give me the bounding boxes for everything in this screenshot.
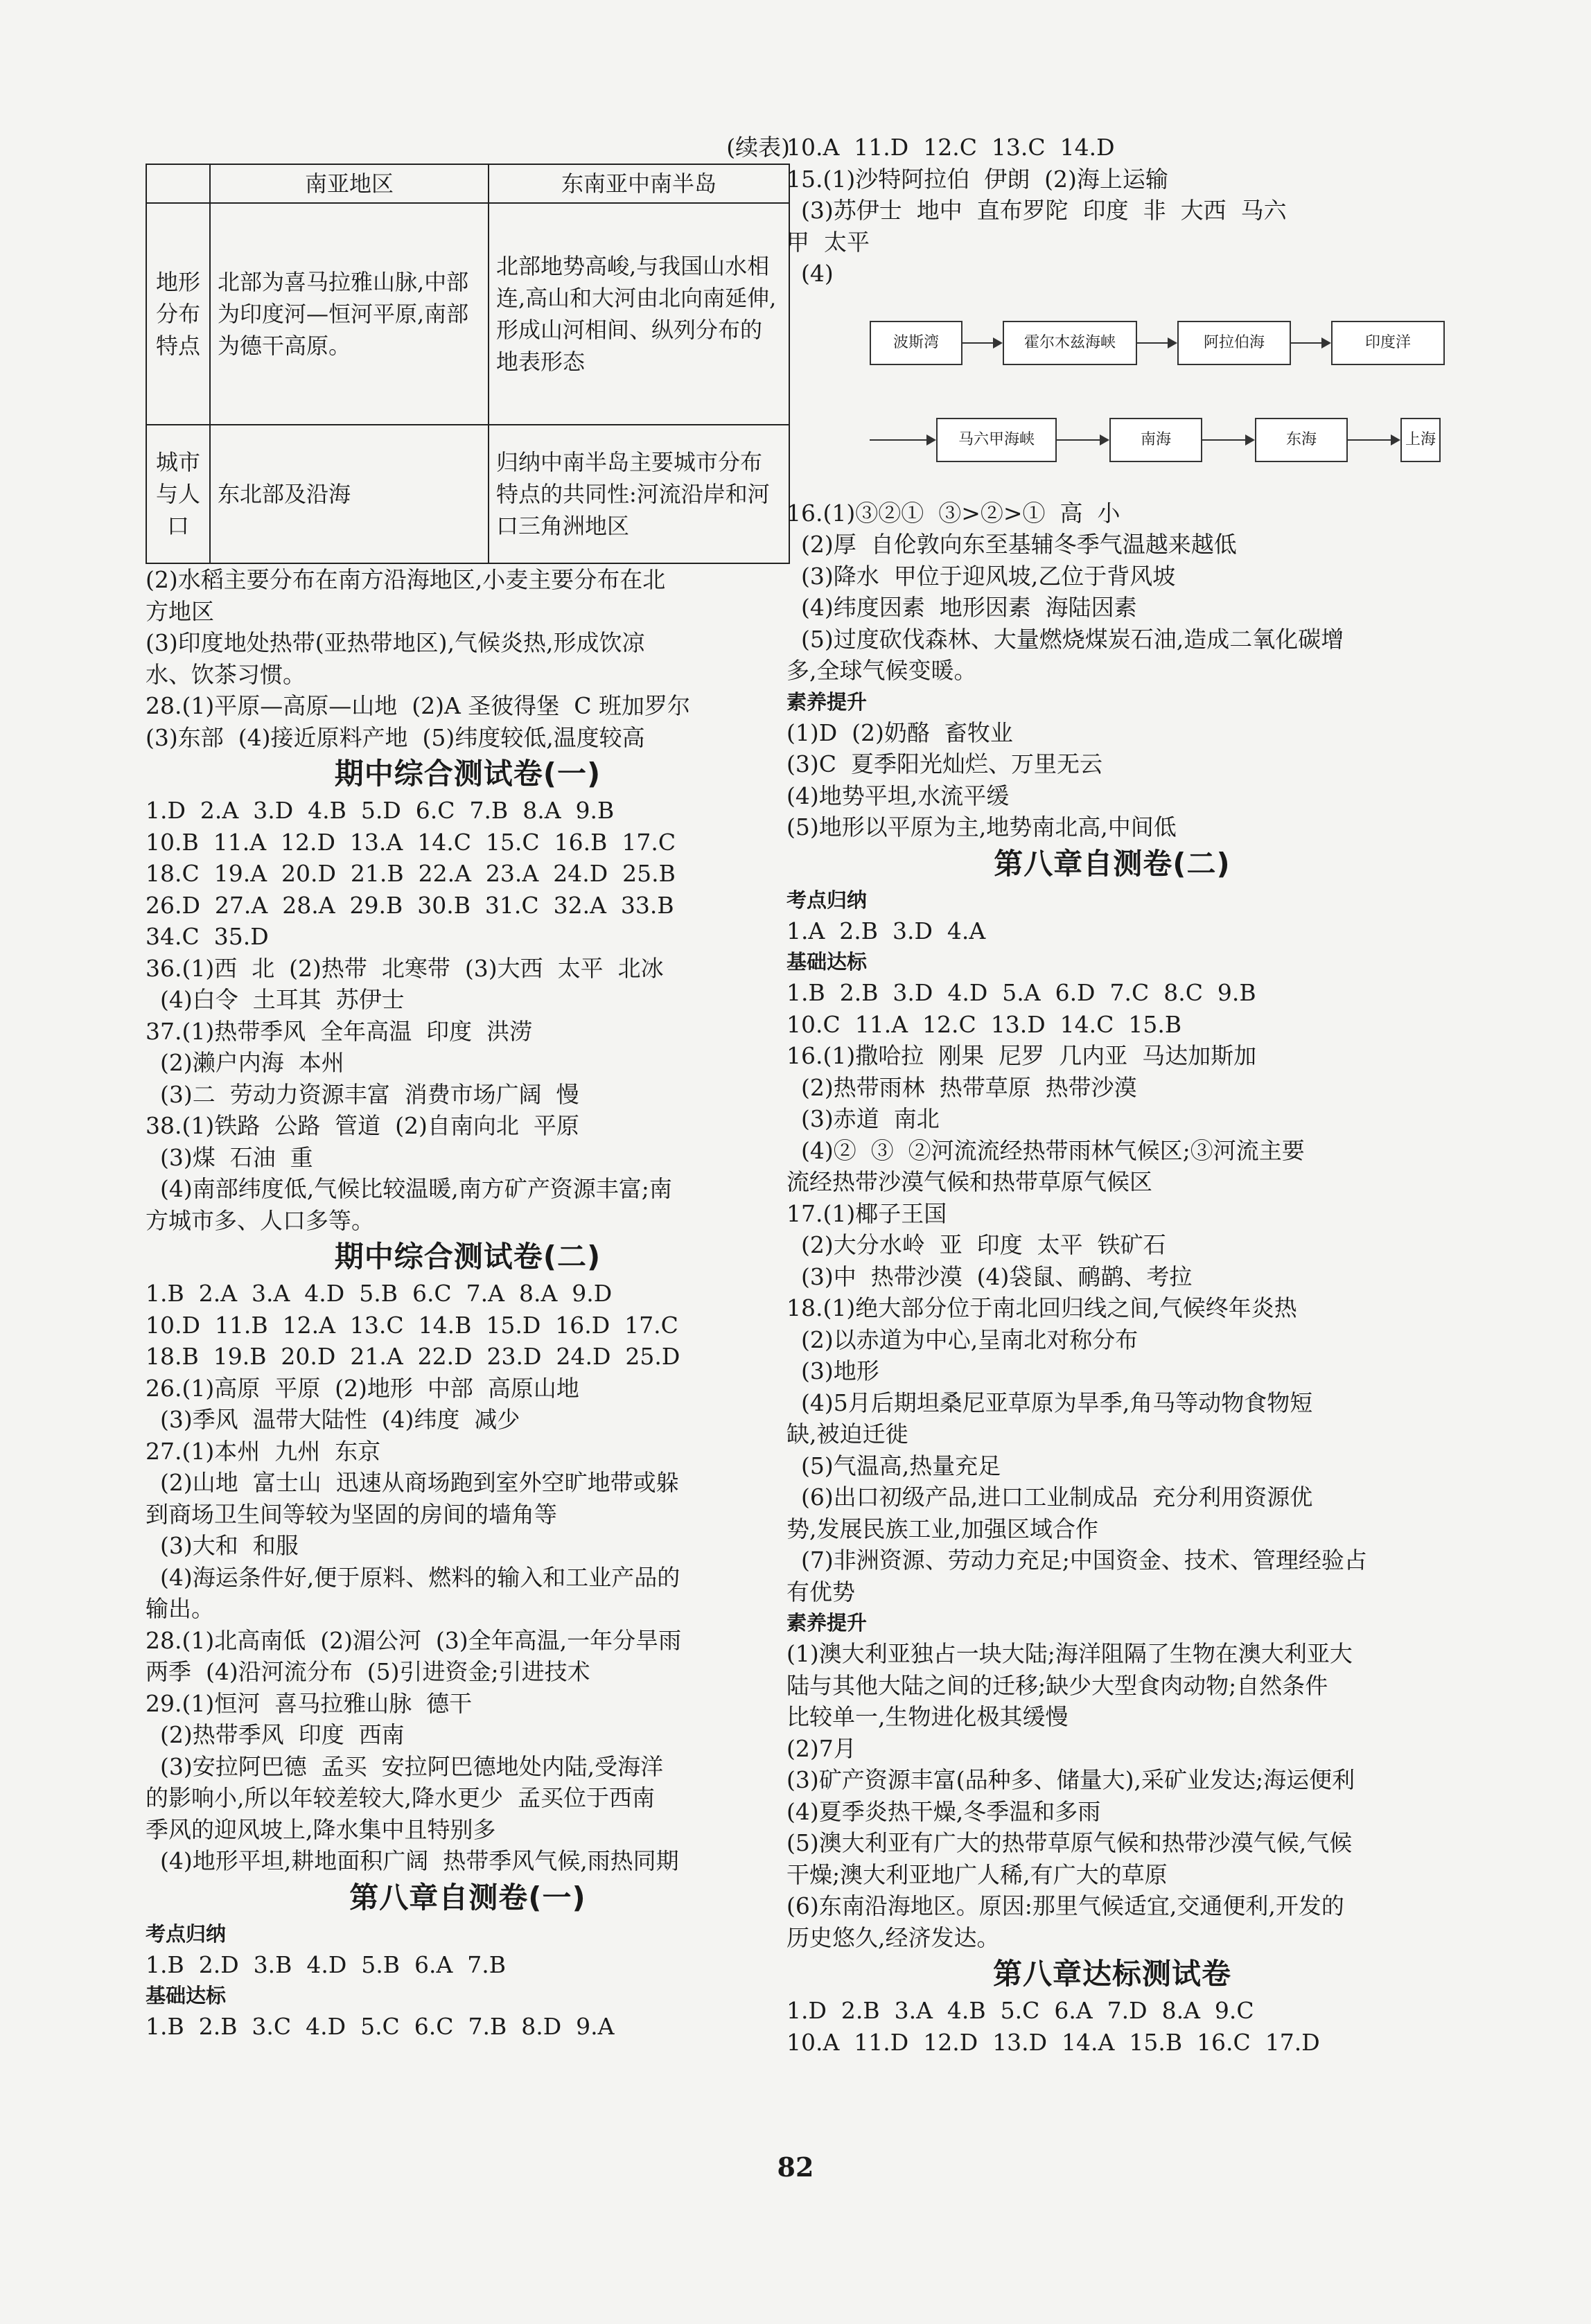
answer-line: (2)热带雨林 热带草原 热带沙漠 bbox=[786, 1073, 1137, 1101]
flow-box: 霍尔木兹海峡 bbox=[1003, 321, 1137, 365]
answer-line: 到商场卫生间等较为坚固的房间的墙角等 bbox=[146, 1500, 557, 1528]
table-header-cell bbox=[146, 164, 210, 203]
table-header-cell: 南亚地区 bbox=[210, 164, 489, 203]
table-continued: (续表) bbox=[726, 134, 790, 161]
table-cell: 东北部及沿海 bbox=[210, 425, 489, 563]
right-column bbox=[786, 132, 1438, 2058]
answer-line: (4)白令 土耳其 苏伊士 bbox=[146, 986, 405, 1013]
answer-block bbox=[786, 132, 1438, 290]
answer-line: 16.(1)③②① ③>②>① 高 小 bbox=[786, 499, 1120, 527]
flow-box: 东海 bbox=[1255, 418, 1348, 462]
section-midterm-2 bbox=[146, 1236, 790, 1877]
table-cell: 北部为喜马拉雅山脉,中部为印度河—恒河平原,南部为德干高原。 bbox=[210, 203, 489, 425]
table-cell: 归纳中南半岛主要城市分布特点的共同性:河流沿岸和河口三角洲地区 bbox=[489, 425, 789, 563]
answer-line: 26.(1)高原 平原 (2)地形 中部 高原山地 bbox=[146, 1374, 579, 1402]
answer-line: 1.D 2.A 3.D 4.B 5.D 6.C 7.B 8.A 9.B bbox=[146, 797, 615, 824]
answer-line: (3)降水 甲位于迎风坡,乙位于背风坡 bbox=[786, 562, 1176, 590]
answer-line: (2)以赤道为中心,呈南北对称分布 bbox=[786, 1326, 1139, 1353]
answer-block bbox=[786, 498, 1438, 687]
answer-line: (5)地形以平原为主,地势南北高,中间低 bbox=[786, 813, 1177, 840]
flow-box: 印度洋 bbox=[1331, 321, 1445, 365]
answer-line: (2)濑户内海 本州 bbox=[146, 1049, 344, 1076]
answer-line: (3)C 夏季阳光灿烂、万里无云 bbox=[786, 750, 1102, 777]
answer-line: (1)D (2)奶酪 畜牧业 bbox=[786, 719, 1013, 746]
answer-line: 1.B 2.B 3.D 4.D 5.A 6.D 7.C 8.C 9.B bbox=[786, 979, 1256, 1006]
answer-line: (3)矿产资源丰富(品种多、储量大),采矿业发达;海运便利 bbox=[786, 1766, 1355, 1793]
route-flow-diagram bbox=[786, 290, 1438, 498]
answer-line: 10.A 11.D 12.C 13.C 14.D bbox=[786, 134, 1115, 161]
answer-line: 的影响小,所以年较差较大,降水更少 孟买位于西南 bbox=[146, 1784, 655, 1811]
answer-line: (6)出口初级产品,进口工业制成品 充分利用资源优 bbox=[786, 1484, 1313, 1511]
answer-line: (3)东部 (4)接近原料产地 (5)纬度较低,温度较高 bbox=[146, 723, 645, 751]
answer-line: 1.B 2.D 3.B 4.D 5.B 6.A 7.B bbox=[146, 1951, 507, 1978]
answer-line: (6)东南沿海地区。原因:那里气候适宜,交通便利,开发的 bbox=[786, 1892, 1344, 1919]
answer-line: 27.(1)本州 九州 东京 bbox=[146, 1437, 381, 1465]
flow-box: 波斯湾 bbox=[870, 321, 962, 365]
answer-line: 缺,被迫迁徙 bbox=[786, 1420, 908, 1447]
flow-box: 上海 bbox=[1400, 418, 1441, 462]
answer-line: 10.D 11.B 12.A 13.C 14.B 15.D 16.D 17.C bbox=[146, 1311, 678, 1339]
answer-line: (1)澳大利亚独占一块大陆;海洋阻隔了生物在澳大利亚大 bbox=[786, 1640, 1353, 1667]
answer-line: 18.B 19.B 20.D 21.A 22.D 23.D 24.D 25.D bbox=[146, 1343, 680, 1370]
answer-line: 流经热带沙漠气候和热带草原气候区 bbox=[786, 1168, 1152, 1195]
section-title: 第八章自测卷(二) bbox=[994, 846, 1231, 881]
section-title: 期中综合测试卷(二) bbox=[334, 1240, 601, 1274]
answer-line: 水、饮茶习惯。 bbox=[146, 660, 306, 688]
table-cell: 北部地势高峻,与我国山水相连,高山和大河由北向南延伸,形成山河相间、纵列分布的地表形态 bbox=[489, 203, 789, 425]
answer-line: 15.(1)沙特阿拉伯 伊朗 (2)海上运输 bbox=[786, 165, 1168, 193]
answer-line: (5)过度砍伐森林、大量燃烧煤炭石油,造成二氧化碳增 bbox=[786, 625, 1344, 653]
subheading: 基础达标 bbox=[786, 950, 868, 974]
section-chapter8-test1 bbox=[146, 1877, 790, 2043]
answer-line: (3)季风 温带大陆性 (4)纬度 减少 bbox=[146, 1406, 520, 1433]
answer-line: 10.C 11.A 12.C 13.D 14.C 15.B bbox=[786, 1010, 1182, 1038]
answer-line: (4) bbox=[786, 260, 834, 287]
arrow-icon bbox=[1346, 439, 1399, 441]
answer-line: 1.B 2.B 3.C 4.D 5.C 6.C 7.B 8.D 9.A bbox=[146, 2013, 615, 2040]
answer-line: 两季 (4)沿河流分布 (5)引进资金;引进技术 bbox=[146, 1658, 590, 1685]
answer-line: 28.(1)北高南低 (2)湄公河 (3)全年高温,一年分旱雨 bbox=[146, 1626, 682, 1654]
section-midterm-1 bbox=[146, 753, 790, 1236]
arrow-icon bbox=[1290, 342, 1330, 344]
arrow-icon bbox=[1055, 439, 1108, 441]
table-header-row bbox=[146, 164, 789, 203]
table-row bbox=[146, 425, 789, 563]
answer-line: 1.A 2.B 3.D 4.A bbox=[786, 917, 986, 944]
answer-line: 输出。 bbox=[146, 1595, 214, 1622]
answer-line: 18.(1)绝大部分位于南北回归线之间,气候终年炎热 bbox=[786, 1294, 1297, 1321]
answer-line: (5)气温高,热量充足 bbox=[786, 1452, 1001, 1479]
section-title: 期中综合测试卷(一) bbox=[334, 757, 601, 791]
answer-line: (3)安拉阿巴德 孟买 安拉阿巴德地处内陆,受海洋 bbox=[146, 1752, 664, 1780]
answer-block bbox=[786, 1995, 1438, 2058]
subheading: 素养提升 bbox=[786, 689, 868, 714]
answer-line: (2)水稻主要分布在南方沿海地区,小麦主要分布在北 bbox=[146, 566, 666, 593]
answer-line: 28.(1)平原—高原—山地 (2)A 圣彼得堡 C 班加罗尔 bbox=[146, 692, 690, 719]
answer-line: (3)大和 和服 bbox=[146, 1532, 299, 1559]
answer-line: 10.B 11.A 12.D 13.A 14.C 15.C 16.B 17.C bbox=[146, 828, 676, 856]
answer-line: (3)中 热带沙漠 (4)袋鼠、鸸鹋、考拉 bbox=[786, 1262, 1193, 1290]
answer-line: 比较单一,生物进化极其缓慢 bbox=[786, 1703, 1069, 1730]
answer-line: (7)非洲资源、劳动力充足;中国资金、技术、管理经验占 bbox=[786, 1547, 1367, 1574]
flow-box: 南海 bbox=[1109, 418, 1202, 462]
answer-line: (2)7月 bbox=[786, 1734, 856, 1762]
answer-line: 历史悠久,经济发达。 bbox=[786, 1924, 1000, 1951]
answer-line: 37.(1)热带季风 全年高温 印度 洪涝 bbox=[146, 1017, 533, 1045]
table-row-label: 城市与人口 bbox=[146, 425, 210, 563]
answer-line: (4)海运条件好,便于原料、燃料的输入和工业产品的 bbox=[146, 1563, 680, 1591]
answer-block bbox=[786, 1638, 1438, 1953]
answer-line: 36.(1)西 北 (2)热带 北寒带 (3)大西 太平 北冰 bbox=[146, 954, 664, 982]
answer-line: 38.(1)铁路 公路 管道 (2)自南向北 平原 bbox=[146, 1112, 579, 1139]
answer-line: 18.C 19.A 20.D 21.B 22.A 23.A 24.D 25.B bbox=[146, 860, 676, 887]
table-row bbox=[146, 203, 789, 425]
answer-line: 多,全球气候变暖。 bbox=[786, 657, 977, 684]
answer-line: 干燥;澳大利亚地广人稀,有广大的草原 bbox=[786, 1860, 1168, 1888]
answer-line: (2)热带季风 印度 西南 bbox=[146, 1721, 405, 1748]
answer-block bbox=[786, 717, 1438, 843]
answer-line: 1.B 2.A 3.A 4.D 5.B 6.C 7.A 8.A 9.D bbox=[146, 1280, 613, 1307]
arrow-icon bbox=[870, 439, 935, 441]
answer-line: (4)地形平坦,耕地面积广阔 热带季风气候,雨热同期 bbox=[146, 1847, 679, 1874]
answer-line: 1.D 2.B 3.A 4.B 5.C 6.A 7.D 8.A 9.C bbox=[786, 1997, 1254, 2024]
answer-line: 26.D 27.A 28.A 29.B 30.B 31.C 32.A 33.B bbox=[146, 891, 674, 919]
left-column bbox=[146, 132, 790, 2043]
answer-line: 16.(1)撒哈拉 刚果 尼罗 几内亚 马达加斯加 bbox=[786, 1042, 1257, 1069]
answer-line: 10.A 11.D 12.D 13.D 14.A 15.B 16.C 17.D bbox=[786, 2028, 1320, 2056]
page-number: 82 bbox=[777, 2151, 814, 2183]
answer-line: 势,发展民族工业,加强区域合作 bbox=[786, 1515, 1098, 1542]
arrow-icon bbox=[1136, 342, 1176, 344]
answer-block bbox=[146, 564, 790, 753]
subheading: 考点归纳 bbox=[786, 888, 868, 912]
answer-line: 29.(1)恒河 喜马拉雅山脉 德干 bbox=[146, 1689, 473, 1717]
subheading: 素养提升 bbox=[786, 1611, 868, 1635]
answer-line: (4)夏季炎热干燥,冬季温和多雨 bbox=[786, 1797, 1101, 1825]
table-row-label: 地形分布特点 bbox=[146, 203, 210, 425]
comparison-table bbox=[146, 164, 790, 564]
answer-line: (4)② ③ ②河流流经热带雨林气候区;③河流主要 bbox=[786, 1136, 1305, 1164]
answer-line: 有优势 bbox=[786, 1578, 855, 1605]
arrow-icon bbox=[1201, 439, 1254, 441]
answer-line: (4)地势平坦,水流平缓 bbox=[786, 782, 1010, 809]
section-title: 第八章达标测试卷 bbox=[992, 1957, 1231, 1991]
answer-line: 陆与其他大陆之间的迁移;缺少大型食肉动物;自然条件 bbox=[786, 1671, 1328, 1699]
answer-line: (3)地形 bbox=[786, 1357, 879, 1384]
subheading: 考点归纳 bbox=[146, 1921, 227, 1946]
arrow-icon bbox=[961, 342, 1001, 344]
answer-line: (3)印度地处热带(亚热带地区),气候炎热,形成饮凉 bbox=[146, 629, 645, 656]
answer-line: (4)南部纬度低,气候比较温暖,南方矿产资源丰富;南 bbox=[146, 1175, 672, 1202]
answer-block bbox=[786, 977, 1438, 1608]
answer-line: 方城市多、人口多等。 bbox=[146, 1206, 374, 1234]
answer-line: (2)山地 富士山 迅速从商场跑到室外空旷地带或躲 bbox=[146, 1469, 679, 1496]
answer-line: 季风的迎风坡上,降水集中且特别多 bbox=[146, 1815, 496, 1843]
section-title: 第八章自测卷(一) bbox=[349, 1880, 586, 1914]
answer-line: (2)大分水岭 亚 印度 太平 铁矿石 bbox=[786, 1231, 1166, 1258]
answer-line: (3)赤道 南北 bbox=[786, 1105, 940, 1132]
answer-line: 34.C 35.D bbox=[146, 923, 269, 950]
answer-line: (5)澳大利亚有广大的热带草原气候和热带沙漠气候,气候 bbox=[786, 1829, 1353, 1856]
answer-line: 17.(1)椰子王国 bbox=[786, 1199, 947, 1227]
answer-line: (3)煤 石油 重 bbox=[146, 1143, 313, 1171]
answer-line: (3)苏伊士 地中 直布罗陀 印度 非 大西 马六 bbox=[786, 197, 1287, 224]
flow-box: 马六甲海峡 bbox=[936, 418, 1057, 462]
answer-line: 甲 太平 bbox=[786, 228, 870, 256]
answer-line: (3)二 劳动力资源丰富 消费市场广阔 慢 bbox=[146, 1080, 579, 1108]
answer-line: (2)厚 自伦敦向东至基辅冬季气温越来越低 bbox=[786, 531, 1237, 558]
subheading: 基础达标 bbox=[146, 1984, 227, 2007]
flow-box: 阿拉伯海 bbox=[1177, 321, 1291, 365]
table-header-cell: 东南亚中南半岛 bbox=[489, 164, 789, 203]
answer-line: (4)5月后期坦桑尼亚草原为旱季,角马等动物食物短 bbox=[786, 1389, 1313, 1416]
answer-line: (4)纬度因素 地形因素 海陆因素 bbox=[786, 594, 1137, 621]
answer-line: 方地区 bbox=[146, 597, 214, 625]
